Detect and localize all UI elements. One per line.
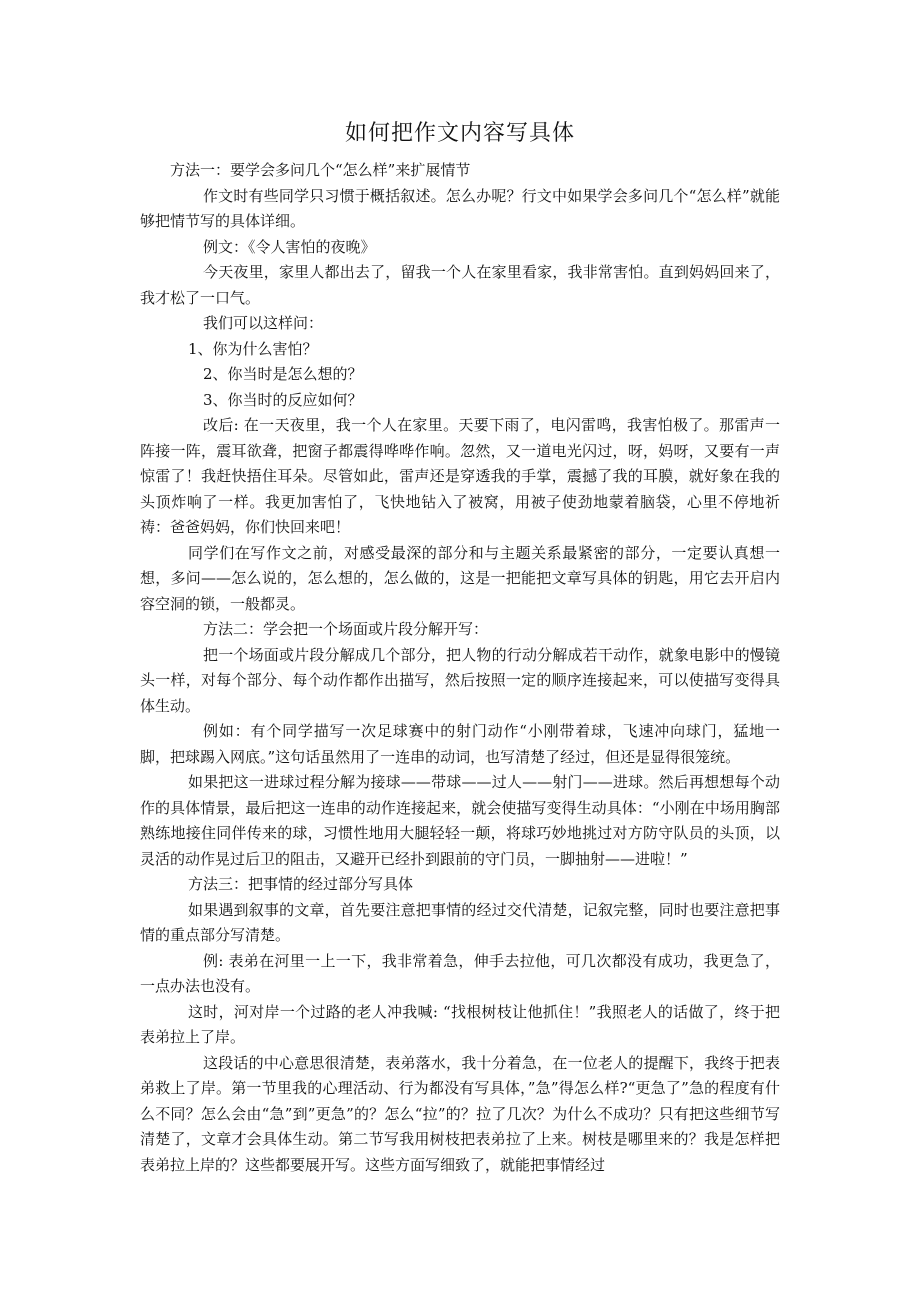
question-item: 3、你当时的反应如何？ bbox=[203, 390, 363, 409]
paragraph: 这时，河对岸一个过路的老人冲我喊: “找根树枝让他抓住！”我照老人的话做了，终于把表弟拉上了岸。 bbox=[140, 1002, 780, 1046]
document-title: 如何把作文内容写具体 bbox=[344, 121, 575, 146]
paragraph: 同学们在写作文之前，对感受最深的部分和与主题关系最紧密的部分，一定要认真想一想，多问——怎么说的，怎么想的，怎么做的，这是一把能把文章写具体的钥匙，用它去开启内容空洞的锁，一般都灵。 bbox=[140, 543, 780, 613]
method-one-heading: 方法一：要学会多问几个“怎么样”来扩展情节 bbox=[170, 161, 471, 179]
question-item: 1、你为什么害怕？ bbox=[188, 339, 318, 358]
paragraph: 我们可以这样问： bbox=[203, 314, 324, 332]
paragraph: 把一个场面或片段分解成几个部分，把人物的行动分解成若干动作，就象电影中的慢镜头一样，对每个部分、每个动作都作出描写，然后按照一定的顺序连接起来，可以使描写变得具体生动。 bbox=[140, 645, 780, 715]
question-item: 2、你当时是怎么想的？ bbox=[203, 365, 363, 383]
paragraph: 作文时有些同学只习惯于概括叙述。怎么办呢？行文中如果学会多问几个“怎么样”就能够把情节写的具体详细。 bbox=[140, 186, 780, 230]
document-body bbox=[140, 158, 780, 1178]
example-title: 例文：《令人害怕的夜晚》 bbox=[203, 237, 376, 256]
paragraph: 例: 表弟在河里一上一下，我非常着急，伸手去拉他，可几次都没有成功，我更急了，一点办法也没有。 bbox=[140, 951, 780, 995]
paragraph: 改后: 在一天夜里，我一个人在家里。天要下雨了，电闪雷鸣，我害怕极了。那雷声一阵接一阵，震耳欲聋，把窗子都震得哗哗作响。忽然，又一道电光闪过，呀，妈呀，又要有一声惊雷了！我赶快捂住耳朵。尽管如此，雷声还是穿透我的手掌，震撼了我的耳膜，就好象在我的头顶炸响了一样。我更加害怕了，飞快地钻入了被窝，用被子使劲地蒙着脑袋，心里不停地祈祷：爸爸妈妈，你们快回来吧！ bbox=[140, 416, 780, 536]
paragraph: 例如：有个同学描写一次足球赛中的射门动作“小刚带着球，飞速冲向球门，猛地一脚，把球踢入网底。”这句话虽然用了一连串的动词，也写清楚了经过，但还是显得很笼统。 bbox=[140, 722, 780, 766]
method-three-heading: 方法三：把事情的经过部分写具体 bbox=[188, 875, 414, 893]
method-two-heading: 方法二：学会把一个场面或片段分解开写： bbox=[203, 620, 489, 638]
paragraph: 这段话的中心意思很清楚，表弟落水，我十分着急，在一位老人的提醒下，我终于把表弟救上了岸。第一节里我的心理活动、行为都没有写具体，”急”得怎么样?“更急了”急的程度有什么不同？怎么会由“急”到”更急”的？怎么“拉”的？拉了几次？为什么不成功？只有把这些细节写清楚了，文章才会具体生动。第二节写我用树枝把表弟拉了上来。树枝是哪里来的？我是怎样把表弟拉上岸的？这些都要展开写。这些方面写细致了，就能把事情经过 bbox=[140, 1053, 780, 1174]
paragraph: 如果遇到叙事的文章，首先要注意把事情的经过交代清楚，记叙完整，同时也要注意把事情的重点部分写清楚。 bbox=[140, 900, 780, 944]
paragraph: 今天夜里，家里人都出去了，留我一个人在家里看家，我非常害怕。直到妈妈回来了，我才松了一口气。 bbox=[140, 263, 780, 307]
paragraph: 如果把这一进球过程分解为接球——带球——过人——射门——进球。然后再想想每个动作的具体情景，最后把这一连串的动作连接起来，就会使描写变得生动具体：“小刚在中场用胸部熟练地接住同伴传来的球，习惯性地用大腿轻轻一颠，将球巧妙地挑过对方防守队员的头顶，以灵活的动作晃过后卫的阻击，又避开已经扑到跟前的守门员，一脚抽射——进啦！” bbox=[140, 773, 780, 868]
